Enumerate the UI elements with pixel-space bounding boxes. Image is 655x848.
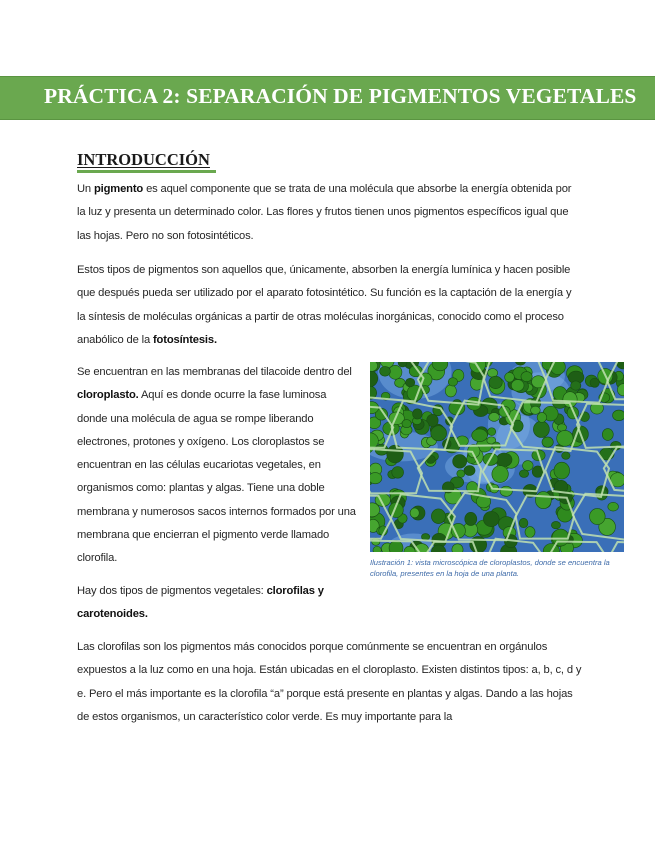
chloroplast (370, 473, 382, 484)
chloroplast (483, 511, 499, 526)
chloroplast (519, 518, 528, 527)
text-run: Las clorofilas son los pigmentos más conocidos porque comúnmente se encuentran en orgánulos expuestos a la luz como en una hoja. Están ubicadas en el cloroplasto. Existen distintos tipos: a, b, c, d y e. Pero el más importante es la clorofila “a” porque está presente en plantas y algas. Dando a las hojas de estos organismos, un característico color verde. Es muy importante para la (77, 641, 582, 723)
bold-term-fotosintesis: fotosíntesis. (152, 333, 217, 346)
chloroplast (613, 410, 624, 421)
chloroplast (453, 455, 467, 469)
chloroplast (410, 508, 419, 518)
paragraph-clorofilas (77, 636, 582, 729)
chloroplast (472, 429, 488, 442)
chloroplast (392, 467, 404, 479)
chloroplast (431, 426, 447, 441)
chloroplast (406, 378, 415, 387)
chloroplast (542, 437, 553, 447)
chloroplast (465, 512, 477, 525)
chloroplast (431, 509, 445, 524)
chloroplast (389, 541, 403, 552)
chloroplast (552, 529, 569, 546)
chloroplast (523, 461, 534, 471)
chloroplast (413, 409, 423, 419)
text-run: Aquí es donde ocurre la fase luminosa donde una molécula de agua se rompe liberando electrones, protones y oxígeno. Los cloroplastos se encuentran en las células eucariotas vegetales, en organismos como: plantas y algas. Tiene una doble membrana y numerosos sacos internos formados por una membrana que encierran el pigmento verde llamado clorofila. (77, 389, 356, 565)
chloroplast (448, 378, 457, 386)
chloroplast (464, 465, 475, 475)
bold-term-cloroplasto: cloroplasto. (77, 389, 139, 402)
chloroplast (551, 521, 560, 528)
chloroplast (496, 453, 512, 467)
bold-term-clorofilas-carotenoides: clorofilas y carotenoides. (77, 585, 324, 621)
text-run: es aquel componente que se trata de una molécula que absorbe la energía obtenida por la luz y presenta un determinado color. Las flores y frutos tienen unos pigmentos específicos igual que las hojas. Pero no son fotosintéticos. (77, 183, 572, 242)
heading-underline-rule (77, 170, 216, 173)
chloroplast (521, 372, 532, 382)
text-run: Hay dos tipos de pigmentos vegetales: (77, 585, 267, 597)
chloroplast-micrograph (370, 362, 624, 552)
chloroplast-micrograph-svg (370, 362, 624, 552)
chloroplast (557, 424, 566, 431)
chloroplast (487, 369, 497, 378)
chloroplast (489, 376, 502, 388)
chloroplast (562, 452, 570, 459)
chloroplast (445, 385, 456, 397)
chloroplast (492, 466, 508, 483)
chloroplast (500, 486, 512, 496)
text-run: Estos tipos de pigmentos son aquellos que, únicamente, absorben la energía lumínica y hacen posible que después pueda ser utilizado por el aparato fotosintético. Su función es la captación de la energía y la síntesis de moléculas orgánicas a partir de otras moléculas inorgánicas, conocido como el proceso anabólico de la (77, 264, 572, 346)
chloroplast (373, 546, 381, 552)
chloroplast (380, 366, 391, 376)
chloroplast (533, 421, 549, 437)
chloroplast (590, 508, 606, 524)
paragraph-tipos-pigmentos (77, 580, 357, 627)
chloroplast (402, 420, 411, 428)
chloroplast (489, 413, 500, 422)
chloroplast (525, 527, 535, 538)
chloroplast (554, 462, 570, 479)
title-banner (0, 76, 655, 120)
paragraph-fotosintesis (77, 259, 582, 352)
bold-term-pigmento: pigmento (93, 183, 144, 195)
chloroplast (602, 429, 613, 441)
chloroplast (571, 381, 581, 390)
section-heading: INTRODUCCIÓN (77, 150, 210, 169)
chloroplast (590, 378, 599, 387)
paragraph-pigmento (77, 178, 582, 248)
chloroplast (457, 470, 465, 478)
chloroplast (531, 406, 541, 414)
chloroplast (421, 534, 429, 541)
text-run: Se encuentran en las membranas del tilacoide dentro del (77, 366, 352, 378)
figure-caption: Ilustración 1: vista microscópica de cloroplastos, donde se encuentra la clorofila, presentes en la hoja de una planta. (370, 558, 610, 578)
chloroplast (608, 502, 619, 511)
chloroplast (537, 412, 547, 422)
chloroplast (519, 470, 528, 478)
document-title: PRÁCTICA 2: SEPARACIÓN DE PIGMENTOS VEGETALES (44, 84, 637, 108)
chloroplast (535, 492, 551, 509)
chloroplast (511, 380, 524, 392)
chloroplast (557, 430, 573, 446)
chloroplast (505, 372, 515, 382)
paragraph-cloroplasto (77, 361, 357, 571)
chloroplast (488, 428, 496, 436)
text-run: Un (77, 183, 94, 195)
